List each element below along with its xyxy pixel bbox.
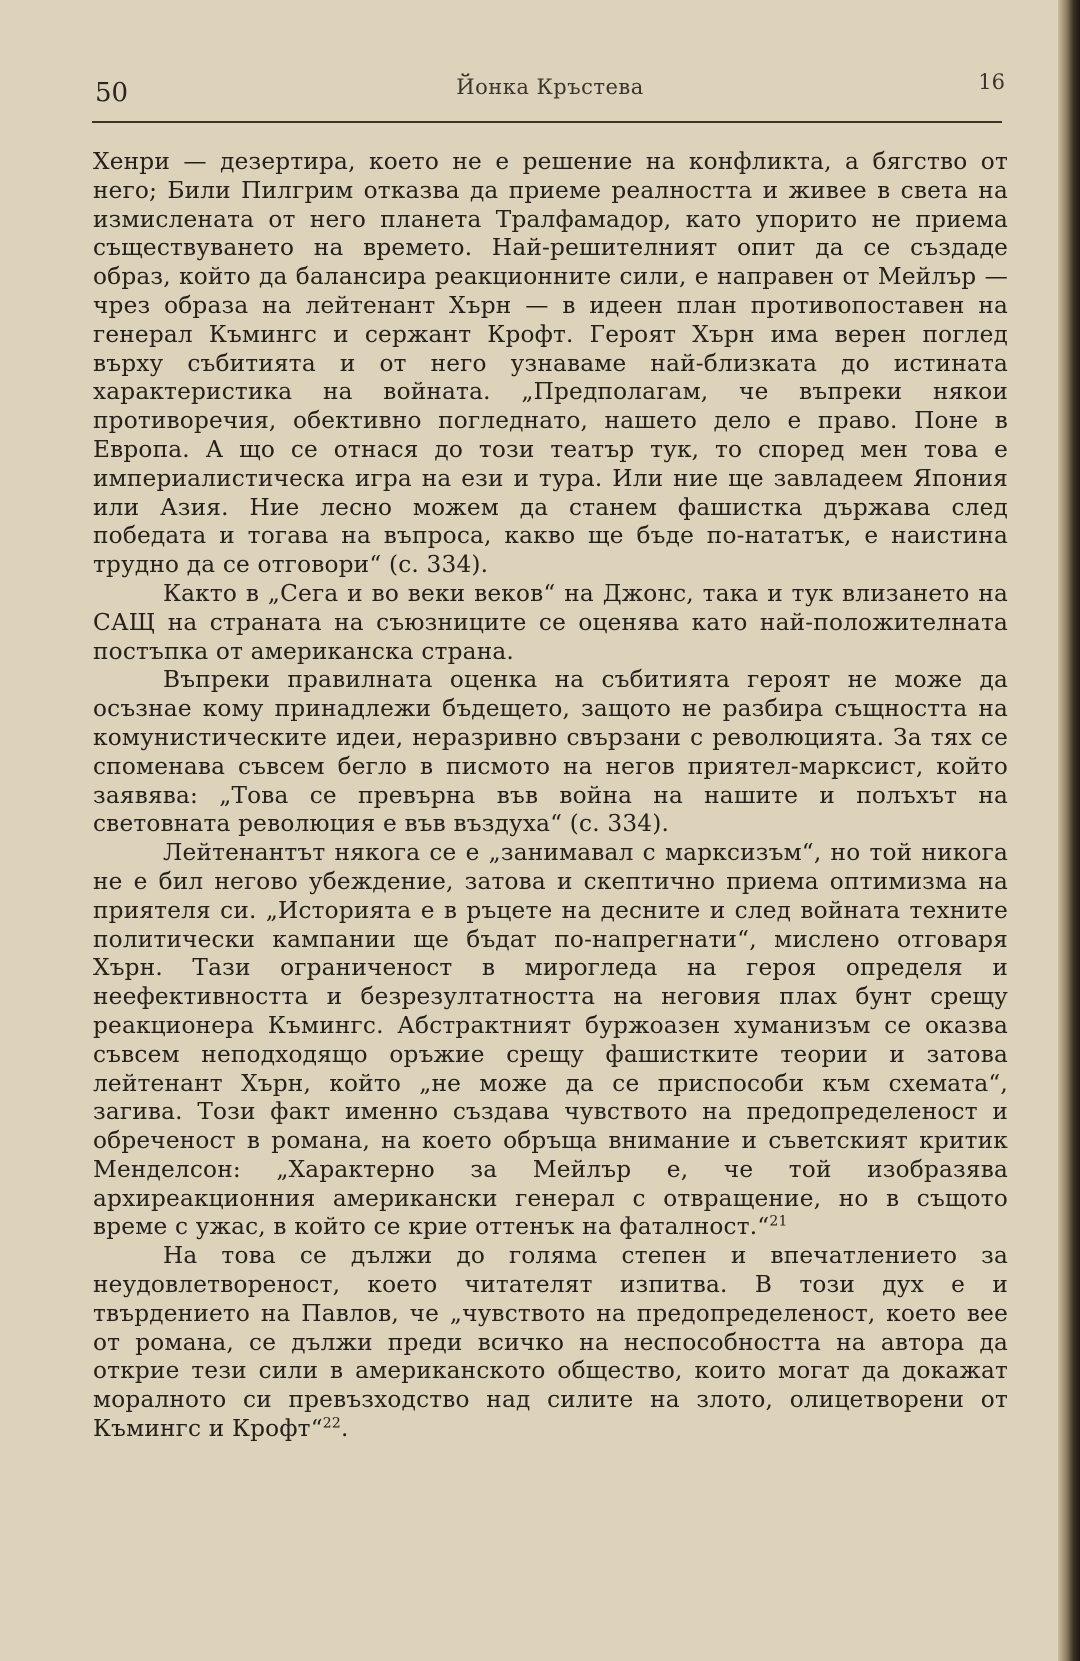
book-spine-shadow (1058, 0, 1080, 1661)
paragraph-5-text: На това се дължи до голяма степен и впечатлението за неудовлетвореност, което читателят изпитва. В този дух е и твърдението на Павлов, че „чувството на предопределеност, което вее от романа, се дължи преди всичко на неспособността на автора да открие тези сили в американското общество, които могат да докажат моралното си превъзходство над силите на злото, олицетворени от Къмингс и Крофт“ (93, 1242, 1008, 1443)
body-text (93, 148, 1008, 1444)
paragraph-4 (93, 839, 1008, 1242)
footnote-ref-22: 22 (322, 1415, 341, 1432)
paragraph-5-tail: . (340, 1415, 349, 1443)
paragraph-4-text: Лейтенантът някога се е „занимавал с марксизъм“, но той никога не е бил негово убеждение, затова и скептично приема оптимизма на приятеля си. „Историята е в ръцете на десните и след войната техните политически кампании ще бъдат по-напрегнати“, мислено отговаря Хърн. Тази ограниченост в мирогледа на героя определя и неефективността и безрезултатността на неговия плах бунт срещу реакционера Къмингс. Абстрактният буржоазен хуманизъм се оказва съвсем неподходящо оръжие срещу фашистките теории и затова лейтенант Хърн, който „не може да се приспособи към схемата“, загива. Този факт именно създава чувството на предопределеност и обреченост в романа, на което обръща внимание и съветският критик Менделсон: „Характерно за Мейлър е, че той изобразява архиреакционния американски генерал с отвращение, но в същото време с ужас, в който се крие оттенък на фаталност.“ (93, 839, 1008, 1241)
signature-mark: 16 (978, 70, 1005, 94)
page-number: 50 (95, 78, 129, 108)
footnote-ref-21: 21 (769, 1213, 788, 1230)
running-title: Йонка Кръстева (456, 75, 644, 99)
header-rule (92, 121, 1002, 123)
paragraph-3: Въпреки правилната оценка на събитията героят не може да осъзнае кому принадлежи бъдещето, защото не разбира същността на комунистическите идеи, неразривно свързани с революцията. За тях се споменава съвсем бегло в писмото на негов приятел-марксист, който заявява: „Това се превърна във война на нашите и полъхът на световната революция е във въздуха“ (с. 334). (93, 666, 1008, 838)
paragraph-5 (93, 1242, 1008, 1444)
paragraph-2: Както в „Сега и во веки веков“ на Джонс, така и тук влизането на САЩ на страната на съюзниците се оценява като най-положителната постъпка от американска страна. (93, 579, 1008, 665)
paragraph-1: Хенри — дезертира, което не е решение на конфликта, а бягство от него; Били Пилгрим отказва да приеме реалността и живее в света на измислената от него планета Тралфамадор, като упорито не приема съществуването на времето. Най-решителният опит да се създаде образ, който да балансира реакционните сили, е направен от Мейлър — чрез образа на лейтенант Хърн — в идеен план противопоставен на генерал Къмингс и сержант Крофт. Героят Хърн има верен поглед върху събитията и от него узнаваме най-близката до истината характеристика на войната. „Предполагам, че въпреки някои противоречия, обективно погледнато, нашето дело е право. Поне в Европа. А що се отнася до този театър тук, то според мен това е империалистическа игра на ези и тура. Или ние ще завладеем Япония или Азия. Ние лесно можем да станем фашистка държава след победата и тогава на въпроса, какво ще бъде по-нататък, е наистина трудно да се отговори“ (с. 334). (93, 148, 1008, 579)
page-header (95, 70, 1005, 120)
